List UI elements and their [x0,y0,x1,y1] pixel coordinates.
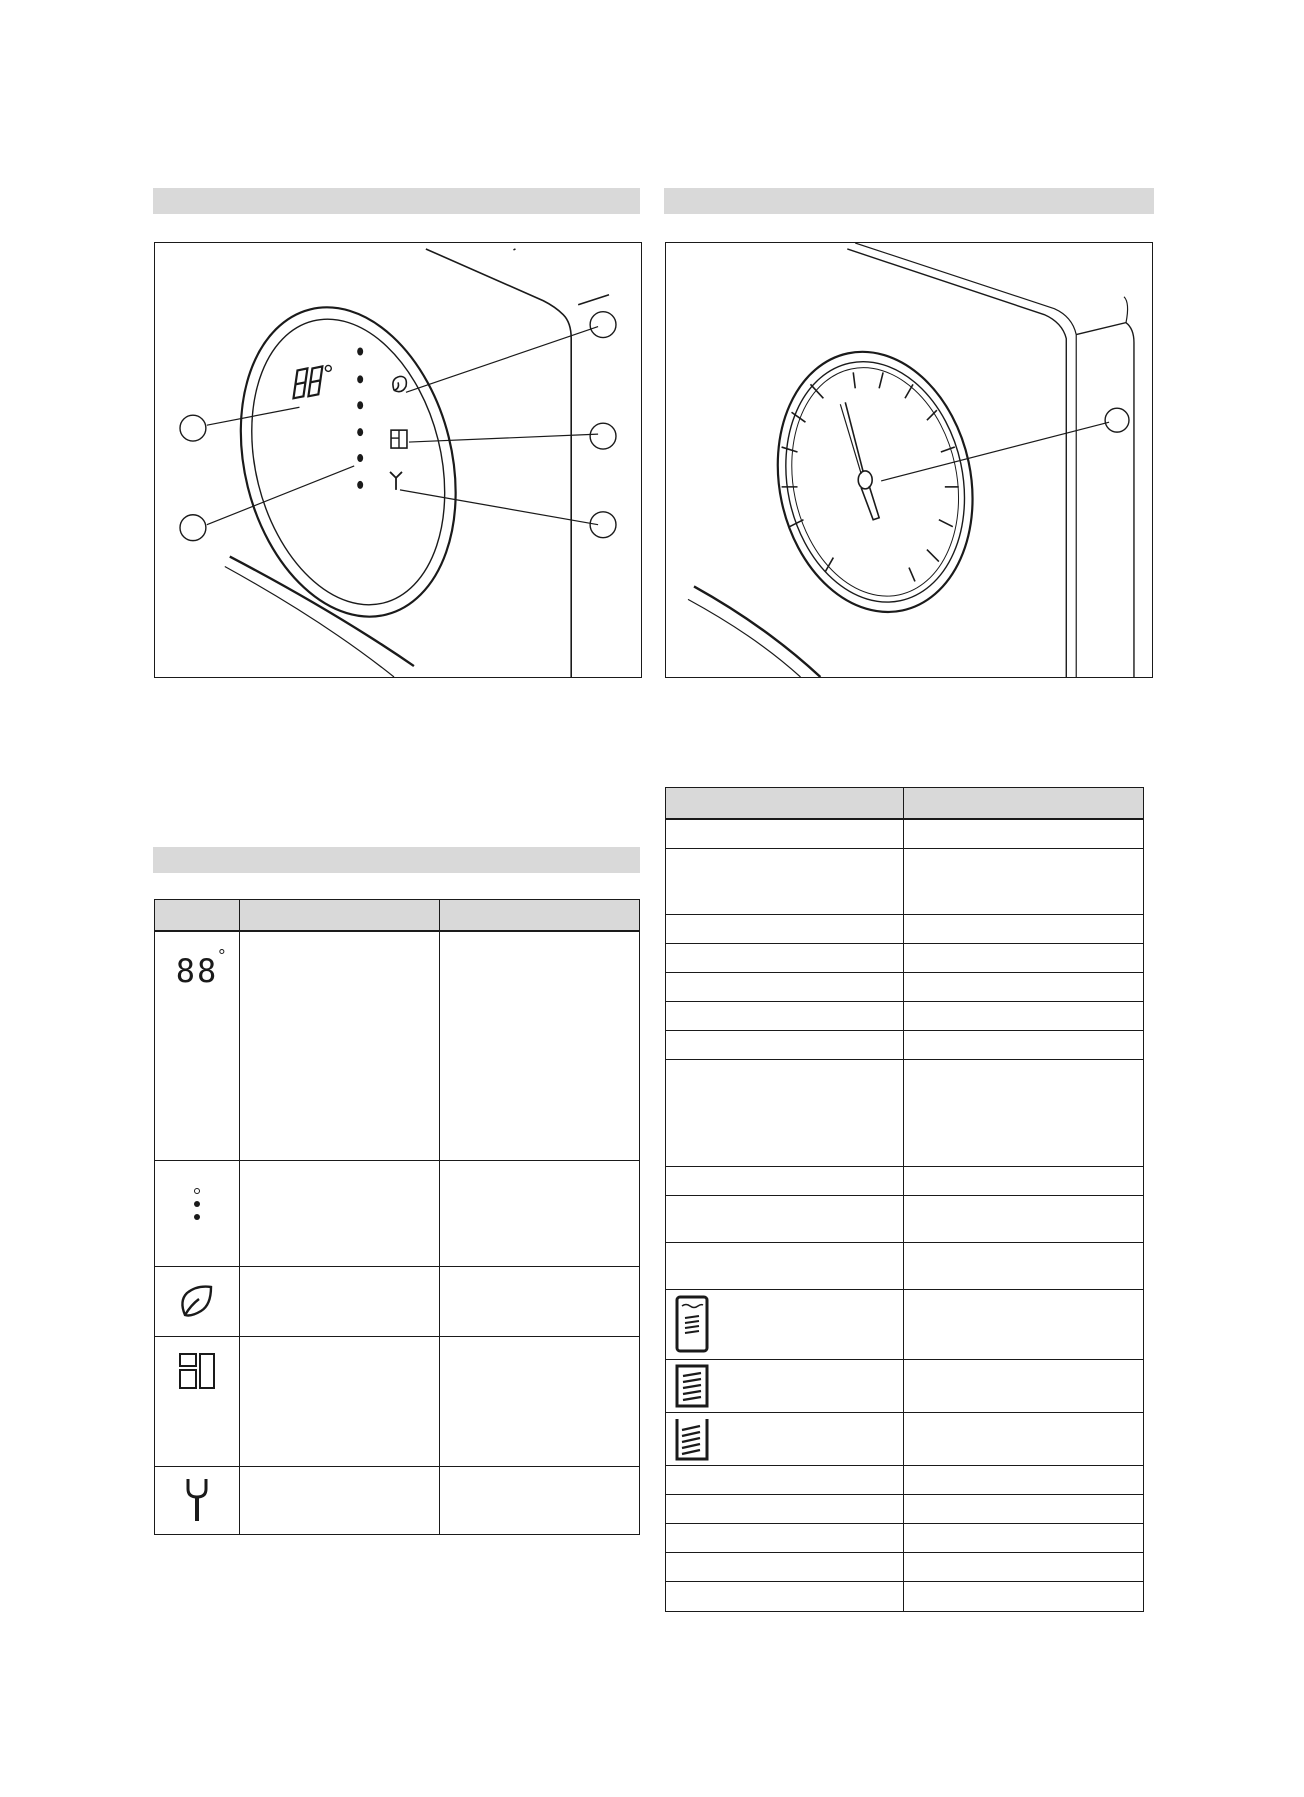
table-cell [666,1001,904,1030]
coil-icon-2 [672,1416,712,1462]
callout-circle-1 [180,415,206,441]
control-panel-figure [154,242,642,678]
table-cell [904,1581,1144,1611]
table-cell [666,914,904,943]
table-cell [904,1242,1144,1289]
table-row [666,943,1144,972]
table-cell [904,1494,1144,1523]
table-header-cell [440,900,640,932]
table-cell [666,972,904,1001]
table-row [666,1412,1144,1465]
table-header-cell [155,900,240,932]
table-cell [904,1523,1144,1552]
table-cell [666,1581,904,1611]
description-cell [440,1266,640,1336]
symbol-cell [155,931,240,1160]
table-cell [666,819,904,848]
symbol-cell [155,1266,240,1336]
table-cell [666,1242,904,1289]
table-row [666,1166,1144,1195]
table-cell [666,1523,904,1552]
table-cell [904,1412,1144,1465]
description-cell [240,931,440,1160]
status-codes-table [665,787,1144,1612]
panel-segment-display [293,365,331,398]
table-row [155,1160,640,1266]
description-cell [240,1266,440,1336]
table-cell [904,914,1144,943]
table-cell [666,1359,904,1412]
table-row [666,1465,1144,1494]
table-cell [666,1552,904,1581]
table-row [155,1336,640,1466]
section-header-bar-right-top [664,188,1154,214]
segment-degree: ° [218,946,226,966]
callout-circle-3 [590,312,616,338]
table-row [155,1466,640,1534]
segment-display-88-icon [167,946,227,990]
table-row [155,1266,640,1336]
gauge-ticks [782,372,959,581]
callout-circle-4 [590,423,616,449]
status-dots-icon [187,1161,207,1221]
table-cell [666,848,904,914]
table-header-cell [666,788,904,820]
segment-digits: 88 [175,952,219,990]
boiler-window-icon [177,1351,217,1391]
table-cell [904,1465,1144,1494]
table-cell [904,1001,1144,1030]
table-cell [666,1059,904,1166]
table-row [666,914,1144,943]
table-row [666,1242,1144,1289]
table-row [666,972,1144,1001]
table-row [666,1581,1144,1611]
table-row [666,1001,1144,1030]
callout-circle-5 [590,512,616,538]
symbol-cell [155,1466,240,1534]
table-header-row [155,900,640,932]
table-cell [904,819,1144,848]
table-cell [666,1289,904,1359]
tank-with-coil-icon [672,1294,712,1354]
display-symbols-table [154,899,640,1535]
table-row [666,1359,1144,1412]
table-cell [666,1166,904,1195]
description-cell [440,931,640,1160]
eco-leaf-icon [177,1279,217,1325]
table-row [666,1059,1144,1166]
table-cell [904,943,1144,972]
table-row [666,819,1144,848]
pressure-gauge-figure [665,242,1153,678]
table-cell [904,848,1144,914]
table-row [155,931,640,1160]
section-header-bar-left-middle [153,847,640,873]
wrench-icon [182,1475,212,1525]
table-cell [904,1166,1144,1195]
callout-circle-2 [180,515,206,541]
table-row [666,1195,1144,1242]
table-cell [904,1552,1144,1581]
table-cell [666,1412,904,1465]
table-cell [666,1465,904,1494]
description-cell [240,1160,440,1266]
table-row [666,1523,1144,1552]
symbol-cell [155,1160,240,1266]
description-cell [440,1160,640,1266]
table-row [666,848,1144,914]
symbol-cell [155,1336,240,1466]
table-cell [666,1494,904,1523]
section-header-bar-left-top [153,188,640,214]
table-cell [666,1195,904,1242]
description-cell [240,1466,440,1534]
table-cell [904,1195,1144,1242]
table-cell [666,1030,904,1059]
table-row [666,1289,1144,1359]
description-cell [240,1336,440,1466]
panel-status-dots [357,348,363,489]
table-header-cell [904,788,1144,820]
table-header-cell [240,900,440,932]
description-cell [440,1336,640,1466]
callout-circle-gauge [1105,408,1129,432]
table-cell [904,972,1144,1001]
description-cell [440,1466,640,1534]
coil-icon-1 [672,1363,712,1409]
table-row [666,1030,1144,1059]
table-cell [904,1030,1144,1059]
table-row [666,1494,1144,1523]
table-cell [904,1059,1144,1166]
table-cell [904,1359,1144,1412]
table-header-row [666,788,1144,820]
table-cell [666,943,904,972]
table-row [666,1552,1144,1581]
table-cell [904,1289,1144,1359]
